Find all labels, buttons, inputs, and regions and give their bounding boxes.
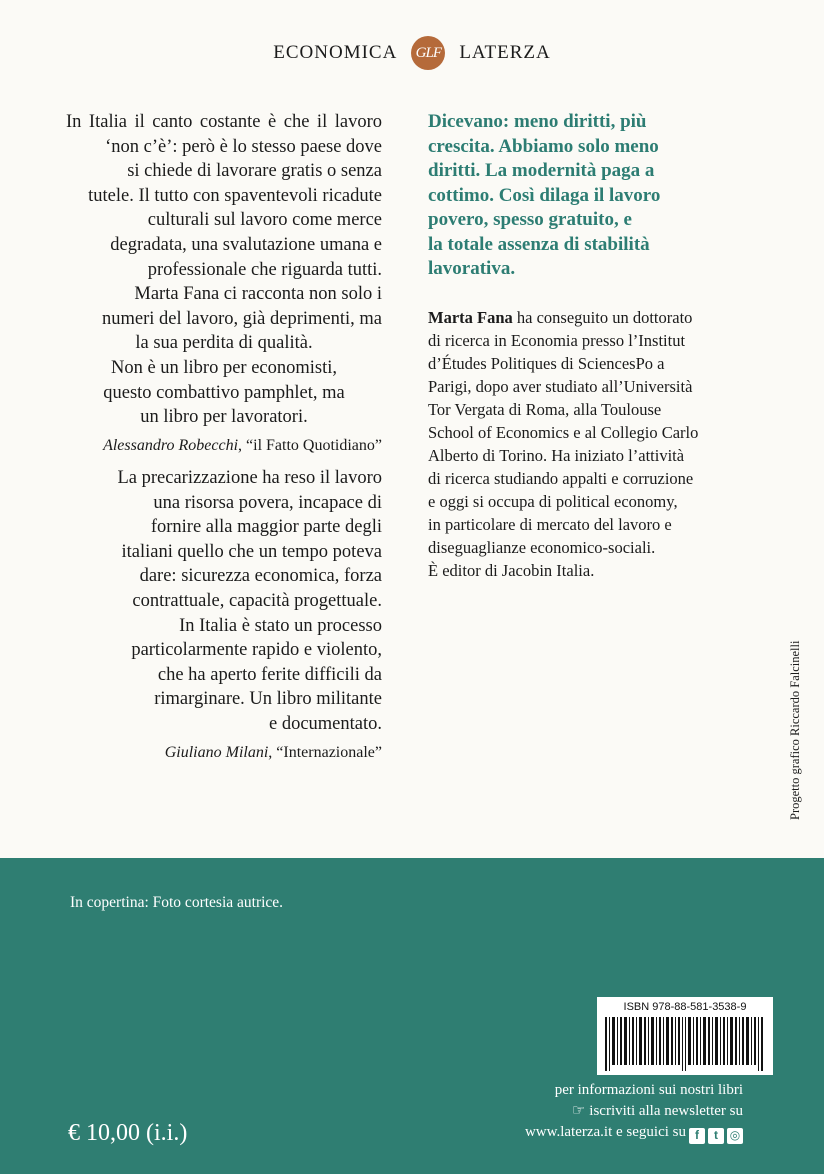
bio-line: [428, 306, 758, 329]
bio-line: School of Economics e al Collegio Carlo: [428, 423, 699, 442]
series-name-right: LATERZA: [459, 42, 551, 63]
cover-photo-credit: In copertina: Foto cortesia autrice.: [70, 894, 284, 911]
tagline: [428, 110, 728, 282]
review-attribution: [66, 434, 382, 459]
tagline-line: crescita. Abbiamo solo meno: [428, 135, 659, 157]
review-line: rimarginare. Un libro militante: [154, 689, 382, 710]
barcode-box: [597, 997, 773, 1075]
review-line: In Italia è stato un processo: [179, 615, 382, 636]
review-line: culturali sul lavoro come merce: [147, 210, 382, 231]
review-source: , “il Fatto Quotidiano”: [238, 436, 382, 454]
review-line: e documentato.: [268, 713, 382, 734]
bio-line: di ricerca in Economia presso l’Institut: [428, 331, 686, 350]
review-line: particolarmente rapido e violento,: [131, 640, 382, 661]
bio-line: e oggi si occupa di political economy,: [428, 492, 678, 511]
review-line: una risorsa povera, incapace di: [153, 492, 382, 513]
review-line: un libro per lavoratori.: [140, 407, 308, 428]
newsletter-text: iscriviti alla newsletter su: [589, 1103, 743, 1119]
pointing-hand-icon: ☞: [571, 1103, 586, 1119]
barcode-icon: [603, 1017, 767, 1071]
review-author: Alessandro Robecchi: [103, 436, 239, 454]
review-line: italiani quello che un tempo poteva: [121, 541, 382, 562]
review-line: si chiede di lavorare gratis o senza: [127, 161, 382, 182]
bio-line: Alberto di Torino. Ha iniziato l’attività: [428, 446, 685, 465]
bio-line: in particolare di mercato del lavoro e: [428, 515, 672, 534]
review-line: professionale che riguarda tutti.: [147, 259, 382, 280]
review-author: Giuliano Milani: [164, 743, 269, 761]
info-line: per informazioni sui nostri libri: [554, 1082, 743, 1098]
author-name: Marta Fana: [428, 308, 513, 327]
review-line: Marta Fana ci racconta non solo i: [134, 284, 382, 305]
review-line: Non è un libro per economisti,: [110, 357, 338, 378]
author-bio: [428, 306, 758, 582]
review-line: ‘non c’è’: però è lo stesso paese dove: [105, 136, 382, 157]
tagline-line: diritti. La modernità paga a: [428, 160, 655, 181]
design-credit: Progetto grafico Riccardo Falcinelli: [788, 640, 802, 820]
review-robecchi: [66, 110, 382, 458]
series-header: [0, 36, 824, 70]
review-line: In Italia il canto costante è che il lavoro: [66, 112, 382, 132]
info-line: [520, 1122, 743, 1144]
review-milani: [66, 466, 382, 765]
tagline-line: lavorativa.: [428, 258, 516, 279]
bio-line: Parigi, dopo aver studiato all’Università: [428, 377, 693, 396]
price: € 10,00 (i.i.): [68, 1120, 188, 1146]
bio-first-line: ha conseguito un dottorato: [512, 308, 693, 327]
review-line: contrattuale, capacità progettuale.: [132, 590, 382, 611]
tagline-line: cottimo. Così dilaga il lavoro: [428, 184, 661, 206]
facebook-icon[interactable]: f: [689, 1128, 705, 1144]
review-attribution: [66, 741, 382, 766]
review-line: la sua perdita di qualità.: [135, 333, 313, 354]
review-line: La precarizzazione ha reso il lavoro: [117, 468, 382, 488]
instagram-icon[interactable]: ◎: [727, 1128, 743, 1144]
bio-line: diseguaglianze economico-sociali.: [428, 538, 656, 557]
bio-line: Tor Vergata di Roma, alla Toulouse: [428, 400, 662, 419]
website-text: www.laterza.it e seguici su: [524, 1124, 686, 1140]
twitter-icon[interactable]: t: [708, 1128, 724, 1144]
publisher-info: [520, 1080, 743, 1144]
series-name-left: ECONOMICA: [273, 42, 398, 63]
isbn-number: ISBN 978-88-581-3538-9: [623, 1001, 747, 1013]
publisher-logo: GLF: [411, 36, 445, 70]
tagline-line: la totale assenza di stabilità: [428, 233, 650, 255]
tagline-line: povero, spesso gratuito, e: [428, 209, 632, 230]
review-line: numeri del lavoro, già deprimenti, ma: [102, 308, 382, 329]
review-line: questo combattivo pamphlet, ma: [103, 382, 345, 403]
review-line: che ha aperto ferite difficili da: [157, 664, 382, 685]
review-line: degradata, una svalutazione umana e: [110, 234, 382, 255]
review-line: dare: sicurezza economica, forza: [139, 566, 382, 587]
bio-line: di ricerca studiando appalti e corruzione: [428, 469, 694, 488]
tagline-line: Dicevano: meno diritti, più: [428, 111, 647, 132]
bio-line: È editor di Jacobin Italia.: [428, 561, 595, 580]
review-line: tutele. Il tutto con spaventevoli ricadute: [88, 185, 382, 206]
review-line: fornire alla maggior parte degli: [150, 517, 382, 538]
info-line: [520, 1101, 743, 1122]
social-icons: [689, 1128, 743, 1144]
bio-line: d’Études Politiques di SciencesPo a: [428, 354, 665, 373]
review-source: , “Internazionale”: [268, 743, 382, 761]
